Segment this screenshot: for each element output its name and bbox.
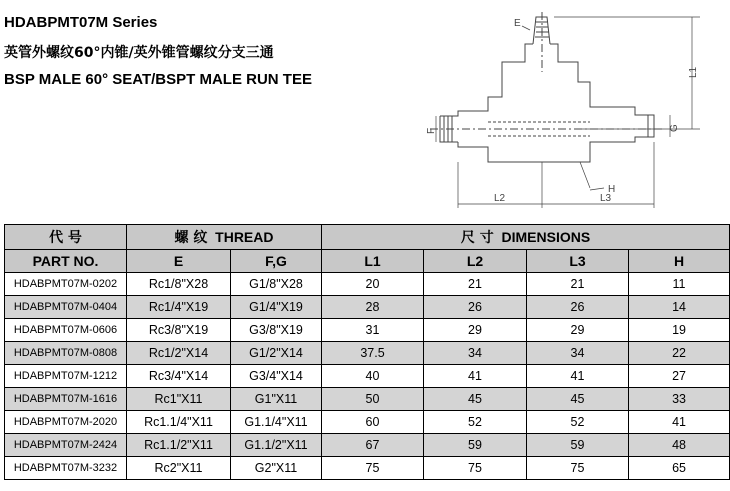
cell-l2: 21 xyxy=(424,273,527,296)
cell-l3: 45 xyxy=(527,388,629,411)
cell-part-no: HDABPMT07M-3232 xyxy=(5,457,127,480)
header-l2: L2 xyxy=(424,250,527,273)
header-l1: L1 xyxy=(322,250,424,273)
header-thread: 螺 纹 THREAD xyxy=(127,225,322,250)
table-row xyxy=(5,342,730,365)
label-g: G xyxy=(669,124,680,132)
cell-part-no: HDABPMT07M-0404 xyxy=(5,296,127,319)
cell-l3: 41 xyxy=(527,365,629,388)
cell-thread-fg: G3/4"X14 xyxy=(231,365,322,388)
cell-thread-fg: G3/8"X19 xyxy=(231,319,322,342)
cell-h: 11 xyxy=(629,273,730,296)
cell-l1: 40 xyxy=(322,365,424,388)
table-row xyxy=(5,411,730,434)
cell-l1: 75 xyxy=(322,457,424,480)
cell-l3: 34 xyxy=(527,342,629,365)
cell-l2: 34 xyxy=(424,342,527,365)
cell-h: 14 xyxy=(629,296,730,319)
cell-thread-fg: G1/4"X19 xyxy=(231,296,322,319)
cell-thread-fg: G1/2"X14 xyxy=(231,342,322,365)
table-row xyxy=(5,365,730,388)
label-h: H xyxy=(608,184,616,195)
cell-l2: 26 xyxy=(424,296,527,319)
title-english: BSP MALE 60° SEAT/BSPT MALE RUN TEE xyxy=(4,71,312,88)
table-header-row xyxy=(5,225,730,250)
cell-part-no: HDABPMT07M-1212 xyxy=(5,365,127,388)
cell-thread-fg: G1"X11 xyxy=(231,388,322,411)
cell-l3: 75 xyxy=(527,457,629,480)
table-row xyxy=(5,457,730,480)
cell-l1: 67 xyxy=(322,434,424,457)
cell-thread-e: Rc1.1/2"X11 xyxy=(127,434,231,457)
cell-part-no: HDABPMT07M-2020 xyxy=(5,411,127,434)
series-title: HDABPMT07M Series xyxy=(4,14,158,31)
cell-thread-e: Rc1/8"X28 xyxy=(127,273,231,296)
cell-h: 48 xyxy=(629,434,730,457)
table-row xyxy=(5,319,730,342)
cell-l2: 41 xyxy=(424,365,527,388)
cell-h: 19 xyxy=(629,319,730,342)
cell-thread-e: Rc1"X11 xyxy=(127,388,231,411)
header-part-no-cn: 代 号 xyxy=(5,225,127,250)
cell-thread-e: Rc2"X11 xyxy=(127,457,231,480)
cell-l3: 26 xyxy=(527,296,629,319)
table-row xyxy=(5,296,730,319)
header-fg: F,G xyxy=(231,250,322,273)
table-subheader-row xyxy=(5,250,730,273)
cell-h: 27 xyxy=(629,365,730,388)
cell-l1: 20 xyxy=(322,273,424,296)
cell-thread-e: Rc3/4"X14 xyxy=(127,365,231,388)
cell-l2: 29 xyxy=(424,319,527,342)
header-dimensions: 尺 寸 DIMENSIONS xyxy=(322,225,730,250)
cell-part-no: HDABPMT07M-0202 xyxy=(5,273,127,296)
label-l2: L2 xyxy=(494,193,506,204)
label-l1: L1 xyxy=(688,66,699,78)
header-part-no-en: PART NO. xyxy=(5,250,127,273)
cell-thread-e: Rc1/2"X14 xyxy=(127,342,231,365)
header-e: E xyxy=(127,250,231,273)
table-row xyxy=(5,434,730,457)
cell-thread-fg: G2"X11 xyxy=(231,457,322,480)
cell-part-no: HDABPMT07M-2424 xyxy=(5,434,127,457)
cell-l2: 52 xyxy=(424,411,527,434)
cell-l1: 37.5 xyxy=(322,342,424,365)
cell-l1: 60 xyxy=(322,411,424,434)
header-h: H xyxy=(629,250,730,273)
cell-l2: 75 xyxy=(424,457,527,480)
cell-thread-fg: G1.1/4"X11 xyxy=(231,411,322,434)
cell-l1: 28 xyxy=(322,296,424,319)
cell-l3: 59 xyxy=(527,434,629,457)
cell-thread-e: Rc1.1/4"X11 xyxy=(127,411,231,434)
cell-h: 65 xyxy=(629,457,730,480)
cell-thread-fg: G1.1/2"X11 xyxy=(231,434,322,457)
label-e: E xyxy=(514,18,521,29)
cell-part-no: HDABPMT07M-0606 xyxy=(5,319,127,342)
label-l3: L3 xyxy=(600,193,612,204)
cell-l1: 50 xyxy=(322,388,424,411)
cell-thread-e: Rc1/4"X19 xyxy=(127,296,231,319)
header-l3: L3 xyxy=(527,250,629,273)
cell-l3: 29 xyxy=(527,319,629,342)
cell-part-no: HDABPMT07M-1616 xyxy=(5,388,127,411)
cell-h: 41 xyxy=(629,411,730,434)
cell-l2: 45 xyxy=(424,388,527,411)
cell-thread-fg: G1/8"X28 xyxy=(231,273,322,296)
cell-thread-e: Rc3/8"X19 xyxy=(127,319,231,342)
cell-l2: 59 xyxy=(424,434,527,457)
cell-h: 22 xyxy=(629,342,730,365)
cell-l3: 21 xyxy=(527,273,629,296)
cell-l3: 52 xyxy=(527,411,629,434)
table-row xyxy=(5,273,730,296)
cell-l1: 31 xyxy=(322,319,424,342)
table-row xyxy=(5,388,730,411)
cell-part-no: HDABPMT07M-0808 xyxy=(5,342,127,365)
tee-fitting-drawing xyxy=(426,12,720,214)
cell-h: 33 xyxy=(629,388,730,411)
label-f: F xyxy=(426,127,437,134)
dimensions-table xyxy=(4,224,730,480)
title-chinese: 英管外螺纹60°内锥/英外锥管螺纹分支三通 xyxy=(4,45,274,61)
